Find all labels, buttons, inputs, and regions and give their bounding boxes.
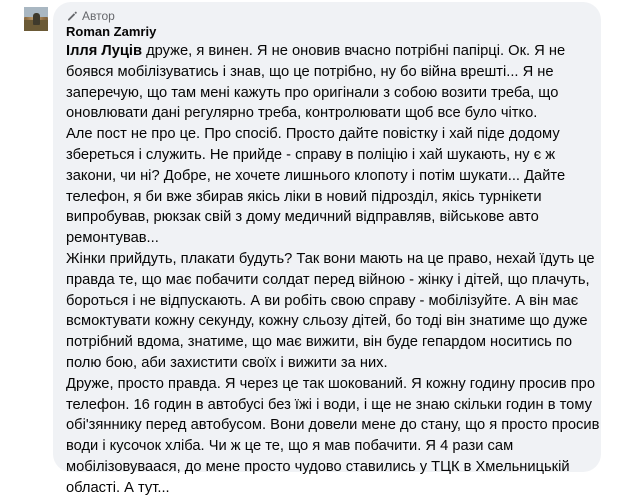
comment-line-text: друже, я винен. Я не оновив вчасно потрібні папірці. Ок. Я не xyxy=(142,43,566,59)
comment-line: правда те, що має побачити солдат перед війною - жінку і дітей, що плачуть, xyxy=(66,271,590,288)
comment-line: обі'зяннику перед автобусом. Вони довели мене до стану, що я просто просив xyxy=(66,417,600,434)
comment-line: води і кусочок хліба. Чи ж це те, що я мав побачити. Я 4 рази сам xyxy=(66,438,514,455)
comment-line: всмоктувати кожну секунду, кожну сльозу дітей, бо тоді він знатиме що дуже xyxy=(66,313,588,330)
comment-line xyxy=(66,41,594,62)
author-badge xyxy=(66,8,115,24)
comment-line: телефон. 16 годин в автобусі без їжі і води, і ще не знаю скільки годин в тому xyxy=(66,396,592,413)
comment-line: закони, чи ні? Добре, не хочете лишнього клопоту і потім шукати... Дайте xyxy=(66,167,566,184)
comment-line: області. А тут... xyxy=(66,479,170,496)
comment-line: Але пост не про це. Про спосіб. Просто дайте повістку і хай піде додому xyxy=(66,126,560,143)
author-name[interactable]: Roman Zamriy xyxy=(66,24,157,39)
comment-text xyxy=(66,41,600,499)
avatar-figure xyxy=(33,13,40,25)
comment-line: бороться і не відпускають. А ви робіть свою справу - мобілізуйте. А він має xyxy=(66,292,579,309)
pen-icon xyxy=(66,10,78,22)
comment-line: мобілізовуваася, до мене просто чудово ставились у ТЦК в Хмельницькій xyxy=(66,458,570,475)
avatar[interactable] xyxy=(24,7,48,31)
comment-line: боявся мобілізуватись і знав, що це потрібно, ну бо війна врешті... Я не xyxy=(66,63,554,80)
comment-line: збереться і служить. Не прийде - справу в поліцію і хай шукають, ну є ж xyxy=(66,146,556,163)
mention-link[interactable]: Ілля Луців xyxy=(66,43,143,59)
comment-line: випробував, рюкзак свій з дому медичний відправляв, військове авто xyxy=(66,209,539,226)
comment-line: телефон, я би вже збирав якісь ліки в новий підрозділ, якісь турнікети xyxy=(66,188,542,205)
comment-line: Друже, просто правда. Я через це так шокований. Я кожну годину просив про xyxy=(66,375,595,392)
comment-line: оновлювати дані регулярно треба, контролювати щоб все було чітко. xyxy=(66,105,538,122)
comment-line: полю бою, аби захистити своїх і вижити за них. xyxy=(66,354,388,371)
comment-line: ремонтував... xyxy=(66,230,159,247)
comment-line: Жінки прийдуть, плакати будуть? Так вони мають на це право, нехай їдуть це xyxy=(66,250,595,267)
comment-line: заперечую, що там мені кажуть про оригінали з собою возити треба, що xyxy=(66,84,559,101)
comment-line: потрібний вдома, знатиме, що має вижити, він буде гепардом носитись по xyxy=(66,334,573,351)
badge-label: Автор xyxy=(82,9,115,23)
